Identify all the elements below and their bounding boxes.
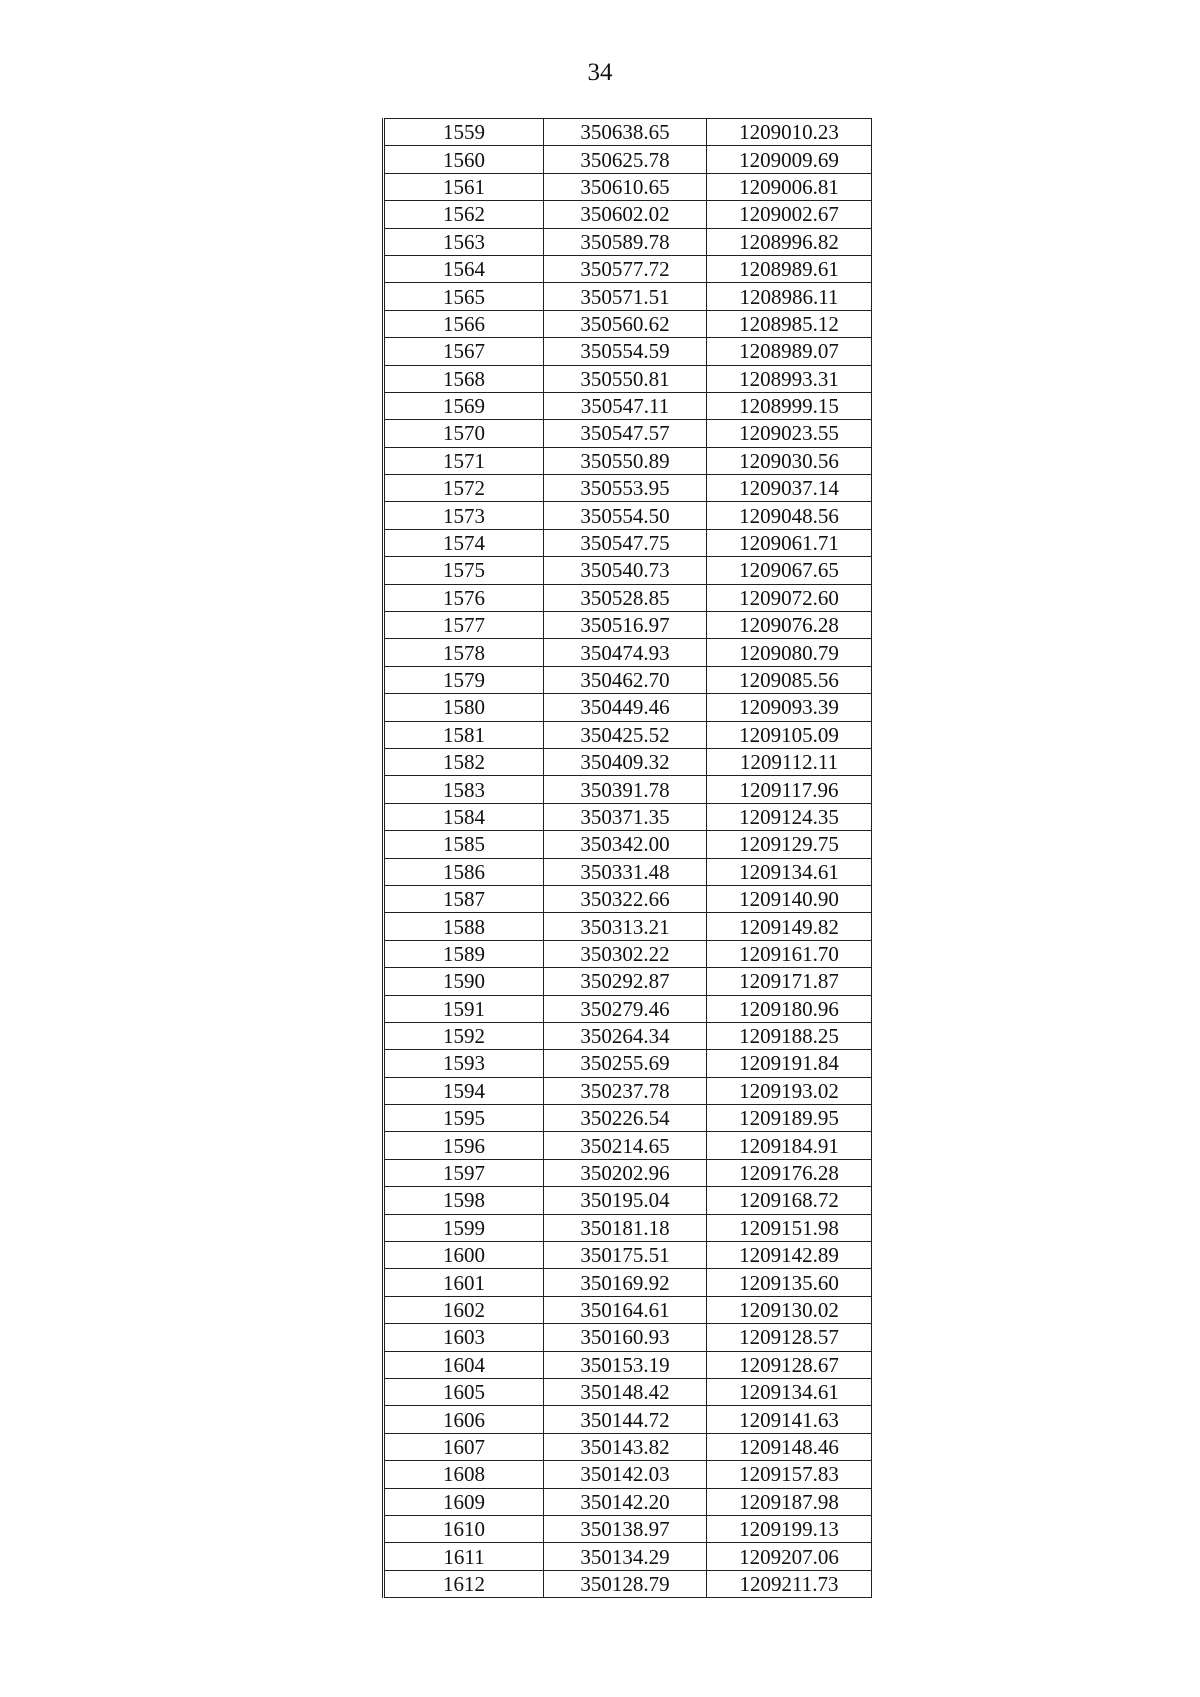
point-number-cell: 1596 <box>384 1132 544 1159</box>
table-row <box>384 721 872 748</box>
point-number-cell: 1592 <box>384 1022 544 1049</box>
x-coordinate-cell: 350602.02 <box>544 201 707 228</box>
table-row <box>384 639 872 666</box>
y-coordinate-cell: 1209002.67 <box>707 201 872 228</box>
table-row <box>384 1488 872 1515</box>
x-coordinate-cell: 350391.78 <box>544 776 707 803</box>
table-row <box>384 1324 872 1351</box>
y-coordinate-cell: 1209135.60 <box>707 1269 872 1296</box>
x-coordinate-cell: 350138.97 <box>544 1515 707 1542</box>
point-number-cell: 1604 <box>384 1351 544 1378</box>
x-coordinate-cell: 350313.21 <box>544 913 707 940</box>
x-coordinate-cell: 350302.22 <box>544 940 707 967</box>
table-row <box>384 612 872 639</box>
table-row <box>384 1433 872 1460</box>
y-coordinate-cell: 1209171.87 <box>707 968 872 995</box>
x-coordinate-cell: 350547.75 <box>544 529 707 556</box>
y-coordinate-cell: 1209117.96 <box>707 776 872 803</box>
y-coordinate-cell: 1209085.56 <box>707 666 872 693</box>
y-coordinate-cell: 1209180.96 <box>707 995 872 1022</box>
y-coordinate-cell: 1209128.57 <box>707 1324 872 1351</box>
table-row <box>384 1022 872 1049</box>
point-number-cell: 1577 <box>384 612 544 639</box>
x-coordinate-cell: 350638.65 <box>544 119 707 146</box>
y-coordinate-cell: 1209161.70 <box>707 940 872 967</box>
coordinates-table-body <box>384 119 872 1598</box>
y-coordinate-cell: 1209134.61 <box>707 858 872 885</box>
x-coordinate-cell: 350164.61 <box>544 1296 707 1323</box>
point-number-cell: 1583 <box>384 776 544 803</box>
point-number-cell: 1600 <box>384 1242 544 1269</box>
x-coordinate-cell: 350237.78 <box>544 1077 707 1104</box>
table-row <box>384 1543 872 1570</box>
point-number-cell: 1590 <box>384 968 544 995</box>
x-coordinate-cell: 350202.96 <box>544 1159 707 1186</box>
table-row <box>384 748 872 775</box>
y-coordinate-cell: 1209037.14 <box>707 475 872 502</box>
point-number-cell: 1607 <box>384 1433 544 1460</box>
x-coordinate-cell: 350279.46 <box>544 995 707 1022</box>
table-row <box>384 1378 872 1405</box>
point-number-cell: 1567 <box>384 338 544 365</box>
point-number-cell: 1559 <box>384 119 544 146</box>
y-coordinate-cell: 1209199.13 <box>707 1515 872 1542</box>
point-number-cell: 1586 <box>384 858 544 885</box>
x-coordinate-cell: 350342.00 <box>544 831 707 858</box>
x-coordinate-cell: 350610.65 <box>544 173 707 200</box>
table-row <box>384 885 872 912</box>
y-coordinate-cell: 1209061.71 <box>707 529 872 556</box>
x-coordinate-cell: 350547.11 <box>544 392 707 419</box>
table-row <box>384 803 872 830</box>
point-number-cell: 1591 <box>384 995 544 1022</box>
table-row <box>384 1351 872 1378</box>
point-number-cell: 1601 <box>384 1269 544 1296</box>
table-row <box>384 228 872 255</box>
point-number-cell: 1589 <box>384 940 544 967</box>
point-number-cell: 1566 <box>384 310 544 337</box>
table-row <box>384 146 872 173</box>
y-coordinate-cell: 1209112.11 <box>707 748 872 775</box>
y-coordinate-cell: 1209157.83 <box>707 1461 872 1488</box>
table-row <box>384 255 872 282</box>
x-coordinate-cell: 350195.04 <box>544 1187 707 1214</box>
table-row <box>384 475 872 502</box>
y-coordinate-cell: 1209124.35 <box>707 803 872 830</box>
y-coordinate-cell: 1209148.46 <box>707 1433 872 1460</box>
y-coordinate-cell: 1209149.82 <box>707 913 872 940</box>
point-number-cell: 1575 <box>384 557 544 584</box>
point-number-cell: 1560 <box>384 146 544 173</box>
x-coordinate-cell: 350554.50 <box>544 502 707 529</box>
x-coordinate-cell: 350571.51 <box>544 283 707 310</box>
x-coordinate-cell: 350292.87 <box>544 968 707 995</box>
y-coordinate-cell: 1209128.67 <box>707 1351 872 1378</box>
y-coordinate-cell: 1209151.98 <box>707 1214 872 1241</box>
point-number-cell: 1608 <box>384 1461 544 1488</box>
table-row <box>384 913 872 940</box>
x-coordinate-cell: 350181.18 <box>544 1214 707 1241</box>
x-coordinate-cell: 350550.81 <box>544 365 707 392</box>
y-coordinate-cell: 1209141.63 <box>707 1406 872 1433</box>
point-number-cell: 1603 <box>384 1324 544 1351</box>
x-coordinate-cell: 350462.70 <box>544 666 707 693</box>
x-coordinate-cell: 350474.93 <box>544 639 707 666</box>
point-number-cell: 1572 <box>384 475 544 502</box>
point-number-cell: 1611 <box>384 1543 544 1570</box>
y-coordinate-cell: 1209076.28 <box>707 612 872 639</box>
x-coordinate-cell: 350409.32 <box>544 748 707 775</box>
x-coordinate-cell: 350214.65 <box>544 1132 707 1159</box>
table-row <box>384 310 872 337</box>
table-row <box>384 858 872 885</box>
page-number: 34 <box>587 59 613 86</box>
point-number-cell: 1564 <box>384 255 544 282</box>
point-number-cell: 1561 <box>384 173 544 200</box>
y-coordinate-cell: 1209030.56 <box>707 447 872 474</box>
table-row <box>384 173 872 200</box>
point-number-cell: 1598 <box>384 1187 544 1214</box>
x-coordinate-cell: 350554.59 <box>544 338 707 365</box>
x-coordinate-cell: 350255.69 <box>544 1050 707 1077</box>
y-coordinate-cell: 1209093.39 <box>707 694 872 721</box>
y-coordinate-cell: 1208986.11 <box>707 283 872 310</box>
table-row <box>384 447 872 474</box>
point-number-cell: 1569 <box>384 392 544 419</box>
x-coordinate-cell: 350528.85 <box>544 584 707 611</box>
y-coordinate-cell: 1209189.95 <box>707 1105 872 1132</box>
x-coordinate-cell: 350331.48 <box>544 858 707 885</box>
y-coordinate-cell: 1209072.60 <box>707 584 872 611</box>
table-row <box>384 1050 872 1077</box>
x-coordinate-cell: 350128.79 <box>544 1570 707 1597</box>
x-coordinate-cell: 350144.72 <box>544 1406 707 1433</box>
table-row <box>384 968 872 995</box>
y-coordinate-cell: 1208989.61 <box>707 255 872 282</box>
y-coordinate-cell: 1209140.90 <box>707 885 872 912</box>
point-number-cell: 1594 <box>384 1077 544 1104</box>
x-coordinate-cell: 350134.29 <box>544 1543 707 1570</box>
table-row <box>384 995 872 1022</box>
y-coordinate-cell: 1209134.61 <box>707 1378 872 1405</box>
x-coordinate-cell: 350148.42 <box>544 1378 707 1405</box>
y-coordinate-cell: 1209009.69 <box>707 146 872 173</box>
table-row <box>384 557 872 584</box>
point-number-cell: 1605 <box>384 1378 544 1405</box>
table-row <box>384 1187 872 1214</box>
x-coordinate-cell: 350142.20 <box>544 1488 707 1515</box>
table-row <box>384 420 872 447</box>
table-row <box>384 283 872 310</box>
table-row <box>384 502 872 529</box>
x-coordinate-cell: 350540.73 <box>544 557 707 584</box>
y-coordinate-cell: 1209130.02 <box>707 1296 872 1323</box>
y-coordinate-cell: 1209105.09 <box>707 721 872 748</box>
x-coordinate-cell: 350226.54 <box>544 1105 707 1132</box>
point-number-cell: 1571 <box>384 447 544 474</box>
table-row <box>384 119 872 146</box>
x-coordinate-cell: 350589.78 <box>544 228 707 255</box>
x-coordinate-cell: 350153.19 <box>544 1351 707 1378</box>
point-number-cell: 1606 <box>384 1406 544 1433</box>
point-number-cell: 1585 <box>384 831 544 858</box>
y-coordinate-cell: 1209207.06 <box>707 1543 872 1570</box>
table-row <box>384 1570 872 1597</box>
point-number-cell: 1595 <box>384 1105 544 1132</box>
y-coordinate-cell: 1208999.15 <box>707 392 872 419</box>
table-row <box>384 1461 872 1488</box>
point-number-cell: 1588 <box>384 913 544 940</box>
point-number-cell: 1578 <box>384 639 544 666</box>
y-coordinate-cell: 1208985.12 <box>707 310 872 337</box>
y-coordinate-cell: 1209010.23 <box>707 119 872 146</box>
point-number-cell: 1610 <box>384 1515 544 1542</box>
table-row <box>384 1296 872 1323</box>
point-number-cell: 1602 <box>384 1296 544 1323</box>
point-number-cell: 1580 <box>384 694 544 721</box>
y-coordinate-cell: 1209168.72 <box>707 1187 872 1214</box>
x-coordinate-cell: 350322.66 <box>544 885 707 912</box>
x-coordinate-cell: 350449.46 <box>544 694 707 721</box>
point-number-cell: 1597 <box>384 1159 544 1186</box>
point-number-cell: 1582 <box>384 748 544 775</box>
table-row <box>384 1242 872 1269</box>
point-number-cell: 1599 <box>384 1214 544 1241</box>
table-row <box>384 1077 872 1104</box>
y-coordinate-cell: 1208996.82 <box>707 228 872 255</box>
x-coordinate-cell: 350425.52 <box>544 721 707 748</box>
table-row <box>384 1406 872 1433</box>
y-coordinate-cell: 1209023.55 <box>707 420 872 447</box>
table-row <box>384 1269 872 1296</box>
coordinates-table <box>382 118 872 1598</box>
table-row <box>384 1105 872 1132</box>
x-coordinate-cell: 350560.62 <box>544 310 707 337</box>
table-row <box>384 529 872 556</box>
y-coordinate-cell: 1209187.98 <box>707 1488 872 1515</box>
table-row <box>384 365 872 392</box>
point-number-cell: 1570 <box>384 420 544 447</box>
y-coordinate-cell: 1209176.28 <box>707 1159 872 1186</box>
point-number-cell: 1568 <box>384 365 544 392</box>
y-coordinate-cell: 1209080.79 <box>707 639 872 666</box>
table-row <box>384 1515 872 1542</box>
point-number-cell: 1576 <box>384 584 544 611</box>
y-coordinate-cell: 1209211.73 <box>707 1570 872 1597</box>
point-number-cell: 1612 <box>384 1570 544 1597</box>
x-coordinate-cell: 350547.57 <box>544 420 707 447</box>
x-coordinate-cell: 350553.95 <box>544 475 707 502</box>
point-number-cell: 1563 <box>384 228 544 255</box>
point-number-cell: 1565 <box>384 283 544 310</box>
x-coordinate-cell: 350264.34 <box>544 1022 707 1049</box>
y-coordinate-cell: 1209142.89 <box>707 1242 872 1269</box>
point-number-cell: 1574 <box>384 529 544 556</box>
table-row <box>384 1214 872 1241</box>
x-coordinate-cell: 350160.93 <box>544 1324 707 1351</box>
y-coordinate-cell: 1209188.25 <box>707 1022 872 1049</box>
y-coordinate-cell: 1209193.02 <box>707 1077 872 1104</box>
table-row <box>384 666 872 693</box>
table-row <box>384 694 872 721</box>
y-coordinate-cell: 1208989.07 <box>707 338 872 365</box>
point-number-cell: 1579 <box>384 666 544 693</box>
x-coordinate-cell: 350371.35 <box>544 803 707 830</box>
point-number-cell: 1584 <box>384 803 544 830</box>
x-coordinate-cell: 350625.78 <box>544 146 707 173</box>
table-row <box>384 1132 872 1159</box>
x-coordinate-cell: 350169.92 <box>544 1269 707 1296</box>
table-row <box>384 201 872 228</box>
x-coordinate-cell: 350175.51 <box>544 1242 707 1269</box>
y-coordinate-cell: 1209006.81 <box>707 173 872 200</box>
table-row <box>384 776 872 803</box>
x-coordinate-cell: 350143.82 <box>544 1433 707 1460</box>
x-coordinate-cell: 350142.03 <box>544 1461 707 1488</box>
y-coordinate-cell: 1208993.31 <box>707 365 872 392</box>
y-coordinate-cell: 1209191.84 <box>707 1050 872 1077</box>
y-coordinate-cell: 1209067.65 <box>707 557 872 584</box>
point-number-cell: 1573 <box>384 502 544 529</box>
y-coordinate-cell: 1209048.56 <box>707 502 872 529</box>
point-number-cell: 1593 <box>384 1050 544 1077</box>
x-coordinate-cell: 350550.89 <box>544 447 707 474</box>
table-row <box>384 940 872 967</box>
x-coordinate-cell: 350577.72 <box>544 255 707 282</box>
y-coordinate-cell: 1209129.75 <box>707 831 872 858</box>
y-coordinate-cell: 1209184.91 <box>707 1132 872 1159</box>
table-row <box>384 392 872 419</box>
table-row <box>384 1159 872 1186</box>
point-number-cell: 1581 <box>384 721 544 748</box>
point-number-cell: 1609 <box>384 1488 544 1515</box>
x-coordinate-cell: 350516.97 <box>544 612 707 639</box>
table-row <box>384 831 872 858</box>
point-number-cell: 1562 <box>384 201 544 228</box>
point-number-cell: 1587 <box>384 885 544 912</box>
table-row <box>384 338 872 365</box>
table-row <box>384 584 872 611</box>
